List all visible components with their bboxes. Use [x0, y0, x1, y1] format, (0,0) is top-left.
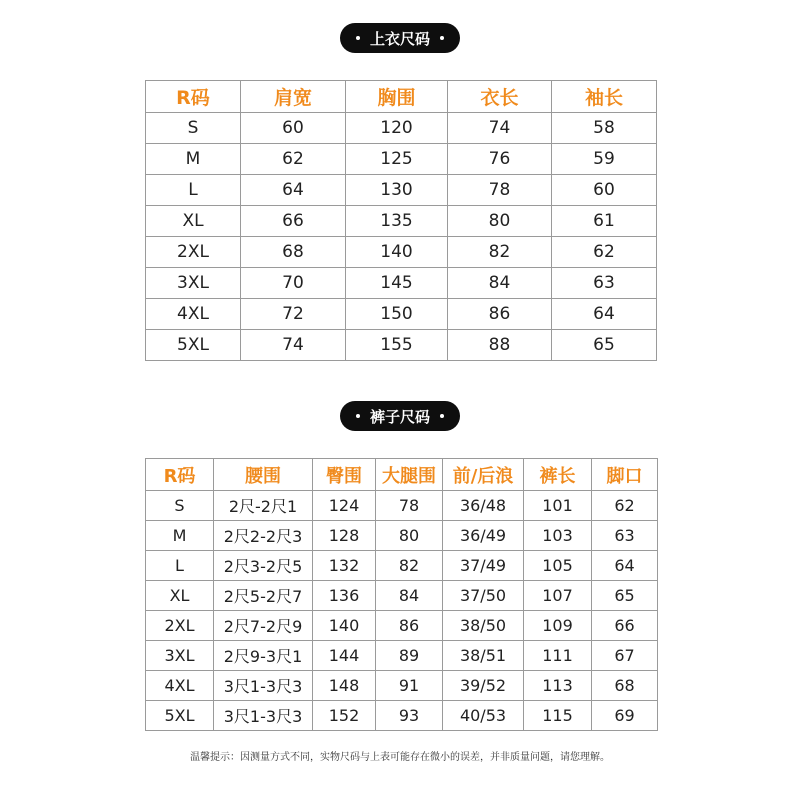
table-row: [146, 581, 658, 611]
size-label-cell: S: [146, 113, 241, 144]
measurement-cell: 2尺5-2尺7: [214, 581, 313, 611]
measurement-cell: 37/49: [443, 551, 524, 581]
measurement-cell: 86: [376, 611, 443, 641]
column-header: 脚口: [592, 459, 658, 491]
measurement-cell: 36/48: [443, 491, 524, 521]
measurement-cell: 68: [592, 671, 658, 701]
measurement-cell: 2尺7-2尺9: [214, 611, 313, 641]
bottom-section-title: 裤子尺码: [369, 407, 430, 426]
measurement-cell: 64: [241, 175, 346, 206]
measurement-cell: 63: [592, 521, 658, 551]
size-label-cell: M: [146, 144, 241, 175]
size-label-cell: XL: [146, 206, 241, 237]
column-header: R码: [146, 81, 241, 113]
table-body: [146, 113, 657, 361]
measurement-cell: 89: [376, 641, 443, 671]
size-label-cell: S: [146, 491, 214, 521]
measurement-cell: 76: [448, 144, 552, 175]
measurement-cell: 60: [241, 113, 346, 144]
column-header: 肩宽: [241, 81, 346, 113]
column-header: R码: [146, 459, 214, 491]
table-header-row: [146, 459, 658, 491]
size-label-cell: 5XL: [146, 330, 241, 361]
table-row: [146, 551, 658, 581]
measurement-cell: 36/49: [443, 521, 524, 551]
measurement-cell: 67: [592, 641, 658, 671]
bullet-dot-icon: [440, 36, 444, 40]
table-row: [146, 268, 657, 299]
measurement-cell: 107: [524, 581, 592, 611]
pants-size-table: [145, 458, 658, 731]
size-label-cell: 3XL: [146, 268, 241, 299]
measurement-cell: 109: [524, 611, 592, 641]
measurement-cell: 113: [524, 671, 592, 701]
bullet-dot-icon: [356, 414, 360, 418]
measurement-cell: 82: [376, 551, 443, 581]
top-section-title-pill: [340, 23, 460, 53]
measurement-cell: 88: [448, 330, 552, 361]
measurement-cell: 38/51: [443, 641, 524, 671]
measurement-cell: 72: [241, 299, 346, 330]
measurement-cell: 86: [448, 299, 552, 330]
table-row: [146, 299, 657, 330]
table-row: [146, 237, 657, 268]
size-label-cell: 2XL: [146, 237, 241, 268]
measurement-cell: 78: [448, 175, 552, 206]
top-size-table: [145, 80, 657, 361]
measurement-cell: 124: [313, 491, 376, 521]
measurement-cell: 2尺9-3尺1: [214, 641, 313, 671]
measurement-cell: 62: [552, 237, 657, 268]
bullet-dot-icon: [440, 414, 444, 418]
size-label-cell: L: [146, 551, 214, 581]
measurement-cell: 2尺3-2尺5: [214, 551, 313, 581]
measurement-cell: 59: [552, 144, 657, 175]
measurement-cell: 64: [592, 551, 658, 581]
table-header-row: [146, 81, 657, 113]
measurement-cell: 40/53: [443, 701, 524, 731]
measurement-cell: 101: [524, 491, 592, 521]
measurement-cell: 91: [376, 671, 443, 701]
measurement-cell: 93: [376, 701, 443, 731]
table-row: [146, 641, 658, 671]
size-label-cell: 5XL: [146, 701, 214, 731]
measurement-cell: 63: [552, 268, 657, 299]
measurement-cell: 125: [346, 144, 448, 175]
size-label-cell: L: [146, 175, 241, 206]
table-row: [146, 491, 658, 521]
table-row: [146, 611, 658, 641]
measurement-cell: 103: [524, 521, 592, 551]
measurement-cell: 130: [346, 175, 448, 206]
measurement-cell: 140: [346, 237, 448, 268]
measurement-cell: 115: [524, 701, 592, 731]
measurement-cell: 69: [592, 701, 658, 731]
measurement-cell: 132: [313, 551, 376, 581]
table-row: [146, 113, 657, 144]
measurement-cell: 84: [448, 268, 552, 299]
measurement-cell: 38/50: [443, 611, 524, 641]
column-header: 大腿围: [376, 459, 443, 491]
column-header: 臀围: [313, 459, 376, 491]
measurement-cell: 84: [376, 581, 443, 611]
table-body: [146, 491, 658, 731]
measurement-cell: 62: [592, 491, 658, 521]
size-label-cell: 3XL: [146, 641, 214, 671]
column-header: 前/后浪: [443, 459, 524, 491]
measurement-cell: 74: [241, 330, 346, 361]
measurement-cell: 80: [448, 206, 552, 237]
size-label-cell: M: [146, 521, 214, 551]
column-header: 腰围: [214, 459, 313, 491]
top-section-title: 上衣尺码: [369, 29, 430, 48]
table-row: [146, 521, 658, 551]
measurement-cell: 66: [241, 206, 346, 237]
column-header: 胸围: [346, 81, 448, 113]
measurement-cell: 144: [313, 641, 376, 671]
measurement-cell: 60: [552, 175, 657, 206]
measurement-cell: 39/52: [443, 671, 524, 701]
measurement-cell: 155: [346, 330, 448, 361]
measurement-cell: 64: [552, 299, 657, 330]
measurement-cell: 105: [524, 551, 592, 581]
measurement-cell: 120: [346, 113, 448, 144]
measurement-cell: 82: [448, 237, 552, 268]
measurement-cell: 135: [346, 206, 448, 237]
measurement-cell: 111: [524, 641, 592, 671]
measurement-cell: 3尺1-3尺3: [214, 701, 313, 731]
footnote: 温馨提示：因测量方式不同，实物尺码与上表可能存在微小的误差，并非质量问题，请您理解。: [190, 752, 610, 763]
measurement-cell: 37/50: [443, 581, 524, 611]
measurement-cell: 3尺1-3尺3: [214, 671, 313, 701]
measurement-cell: 152: [313, 701, 376, 731]
measurement-cell: 66: [592, 611, 658, 641]
table-row: [146, 206, 657, 237]
measurement-cell: 136: [313, 581, 376, 611]
column-header: 衣长: [448, 81, 552, 113]
measurement-cell: 58: [552, 113, 657, 144]
measurement-cell: 65: [552, 330, 657, 361]
measurement-cell: 148: [313, 671, 376, 701]
bottom-section-title-pill: [340, 401, 460, 431]
size-label-cell: 2XL: [146, 611, 214, 641]
measurement-cell: 68: [241, 237, 346, 268]
size-label-cell: 4XL: [146, 671, 214, 701]
table-row: [146, 175, 657, 206]
measurement-cell: 2尺-2尺1: [214, 491, 313, 521]
table-row: [146, 671, 658, 701]
measurement-cell: 74: [448, 113, 552, 144]
measurement-cell: 70: [241, 268, 346, 299]
column-header: 袖长: [552, 81, 657, 113]
size-label-cell: 4XL: [146, 299, 241, 330]
measurement-cell: 62: [241, 144, 346, 175]
column-header: 裤长: [524, 459, 592, 491]
measurement-cell: 145: [346, 268, 448, 299]
measurement-cell: 65: [592, 581, 658, 611]
bullet-dot-icon: [356, 36, 360, 40]
table-row: [146, 701, 658, 731]
table-row: [146, 330, 657, 361]
measurement-cell: 140: [313, 611, 376, 641]
measurement-cell: 80: [376, 521, 443, 551]
table-row: [146, 144, 657, 175]
measurement-cell: 2尺2-2尺3: [214, 521, 313, 551]
measurement-cell: 61: [552, 206, 657, 237]
size-label-cell: XL: [146, 581, 214, 611]
measurement-cell: 128: [313, 521, 376, 551]
measurement-cell: 78: [376, 491, 443, 521]
measurement-cell: 150: [346, 299, 448, 330]
